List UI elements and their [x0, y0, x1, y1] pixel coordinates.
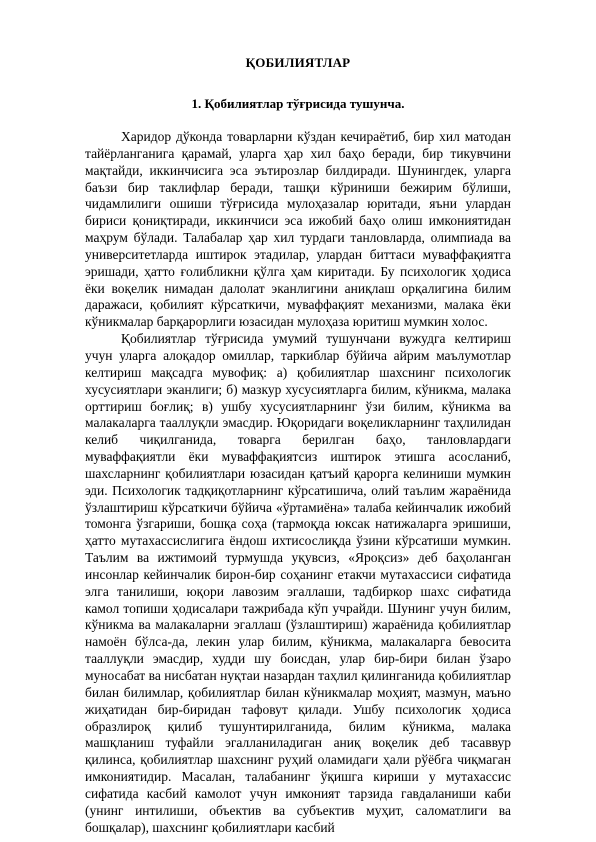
document-body [85, 129, 511, 836]
paragraph-2: Қобилиятлар тўғрисида умумий тушунчани вужудга келтириш учун уларга алоқадор омиллар, таркиблар бўйича айрим маълумотлар келтириш мақсадга мувофиқ: а) қобилиятлар шахснинг психологик хусусиятлари эканлиги; б) мазкур хусусиятларга билим, кўникма, малака орттириш боғлиқ; в) ушбу хусусиятларнинг ўзи билим, кўникма ва малакаларга тааллуқли эмасдир. Юқоридаги воқеликларнинг таҳлилидан келиб чиқилганида, товарга берилган баҳо, танловлардаги муваффақиятли ёки муваффақиятсиз иштирок этишга асосланиб, шахсларнинг қобилиятлари юзасидан қатъий қарорга келиниши мумкин эди. Психологик тадқиқотларнинг кўрсатишича, олий таълим жараёнида ўзлаштириш кўрсаткичи бўйича «ўртамиёна» талаба кейинчалик ижобий томонга ўзгариши, бошқа соҳа (тармоқда юксак натижаларга эришиши, ҳатто мутахассислигига ёндош ихтисослиқда ўзини кўрсатиши мумкин. Таълим ва ижтимоий турмушда уқувсиз, «Яроқсиз» деб баҳоланган инсонлар кейинчалик бирон-бир соҳанинг етакчи мутахассиси сифатида элга танилиши, юқори лавозим эгаллаши, тадбиркор шахс сифатида камол топиши ҳодисалари тажрибада кўп учрайди. Шунинг учун билим, кўникма ва малакаларни эгаллаш (ўзлаштириш) жараёнида қобилиятлар намоён бўлса-да, лекин улар билим, кўникма, малакаларга бевосита тааллуқли эмасдир, худди шу боисдан, улар бир-бири билан ўзаро муносабат ва нисбатан нуқтаи назардан таҳлил қилинганида қобилиятлар билан билимлар, қобилиятлар билан кўникмалар моҳият, мазмун, маъно жиҳатидан бир-биридан тафовут қилади. Ушбу психологик ҳодиса образлироқ қилиб тушунтирилганида, билим кўникма, малака машқланиш туфайли эгалланиладиган аниқ воқелик деб тасаввур қилинса, қобилиятлар шахснинг руҳий оламидаги ҳали рўёбга чиқмаган имкониятидир. Масалан, талабанинг ўқишга кириши у мутахассис сифатида касбий камолот учун имконият тарзида гавдаланиши каби (унинг интилиши, объектив ва субъектив муҳит, саломатлиги ва бошқалар), шахснинг қобилиятлари касбий [85, 331, 511, 835]
document-title: ҚОБИЛИЯТЛАР [245, 55, 351, 70]
paragraph-1: Харидор дўконда товарларни кўздан кечираётиб, бир хил матодан тайёрланганига қарамай, уларга ҳар хил баҳо беради, бир тикувчини мақтайди, иккинчисига эса эътирозлар билдиради. Шунингдек, уларга баъзи бир таклифлар беради, ташқи кўриниши бежирим бўлиши, чидамлилиги ошиши тўғрисида мулоҳазалар юритади, яъни улардан бириси қониқтиради, иккинчиси эса ижобий баҳо олиш имкониятидан маҳрум бўлади. Талабалар ҳар хил турдаги танловларда, олимпиада ва университетларда иштирок этадилар, улардан биттаси муваффақиятга эришади, ҳатто ғолибликни қўлга ҳам киритади. Бу психологик ҳодиса ёки воқелик нимадан далолат эканлигини аниқлаш орқалигина билим даражаси, қобилият кўрсаткичи, муваффақият механизми, малака ёки кўникмалар барқарорлиги юзасидан мулоҳаза юритиш мумкин холос. [85, 129, 511, 330]
section-heading: 1. Қобилиятлар тўғрисида тушунча. [191, 96, 405, 111]
